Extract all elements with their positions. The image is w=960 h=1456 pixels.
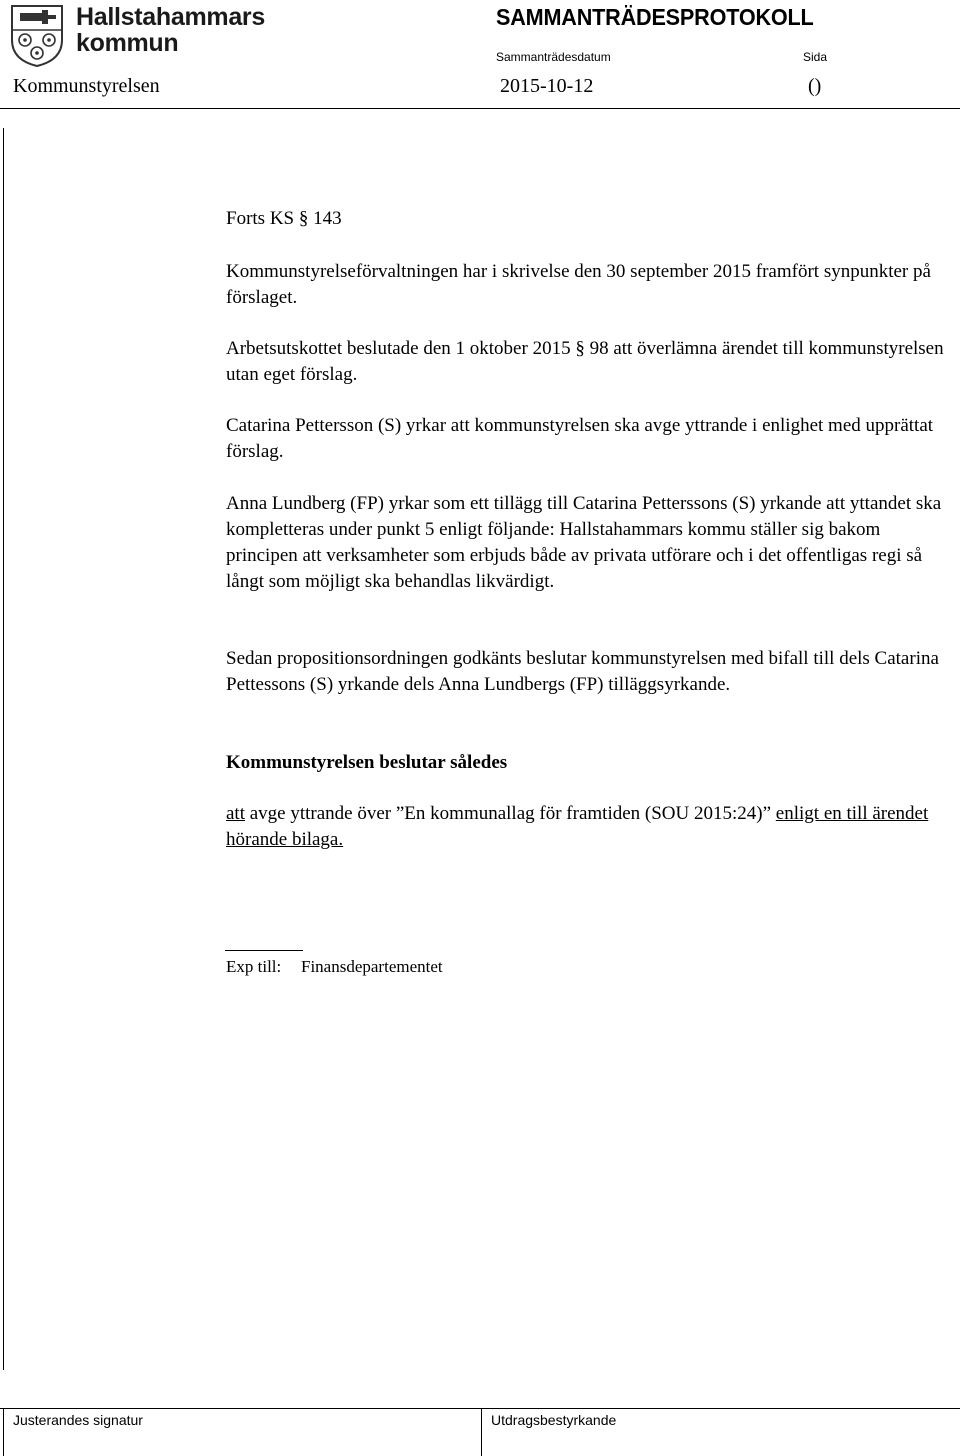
paragraph-administration-statement: Kommunstyrelseförvaltningen har i skrivelse den 30 september 2015 framfört synpunkter på förslaget. (226, 261, 931, 308)
decision-att: att (226, 803, 245, 824)
adjuster-signature-label: Justerandes signatur (13, 1412, 143, 1428)
paragraph-motion-pettersson: Catarina Pettersson (S) yrkar att kommunstyrelsen ska avge yttrande i enlighet med upprättat förslag. (226, 415, 934, 462)
distribution-rule (225, 950, 303, 951)
paragraph-motion-lundberg: Anna Lundberg (FP) yrkar som ett tillägg till Catarina Petterssons (S) yrkande att yttandet ska kompletteras under punkt 5 enligt följande: Hallstahammars kommu ställer sig bakom principen att verksamheter som erbjuds både av privata utförare och i det offentligas regi så långt som möjligt ska behandlas likvärdigt. (226, 493, 942, 592)
paragraph-voting-order: Sedan propositionsordningen godkänts beslutar kommunstyrelsen med bifall till dels Catarina Pettessons (S) yrkande dels Anna Lundbergs (FP) tilläggsyrkande. (226, 648, 939, 695)
org-name-line2: kommun (76, 29, 179, 57)
org-name-line1: Hallstahammars (76, 3, 265, 31)
distribution-recipients: Finansdepartementet (301, 957, 443, 976)
document-type-title: SAMMANTRÄDESPROTOKOLL (496, 4, 814, 30)
body-name: Kommunstyrelsen (13, 75, 160, 97)
decision-heading: Kommunstyrelsen beslutar således (226, 752, 508, 773)
left-margin-line (3, 128, 4, 1370)
header-divider (0, 108, 960, 109)
section-reference: Forts KS § 143 (226, 208, 342, 229)
meeting-date: 2015-10-12 (500, 75, 594, 97)
page-number: () (808, 75, 822, 97)
footer-left-border (3, 1408, 4, 1456)
municipal-coat-of-arms-icon (10, 4, 64, 68)
decision-tail: enligt en till ärendet hörande bilaga. (226, 803, 929, 850)
footer-middle-border (481, 1408, 482, 1456)
meeting-date-label: Sammanträdesdatum (496, 50, 611, 64)
paragraph-working-committee: Arbetsutskottet beslutade den 1 oktober 2015 § 98 att överlämna ärendet till kommunstyrelsen utan eget förslag. (226, 338, 944, 385)
extract-certified-label: Utdragsbestyrkande (491, 1412, 617, 1428)
decision-text (226, 801, 956, 853)
footer-divider (0, 1408, 960, 1409)
decision-body: avge yttrande över ”En kommunallag för framtiden (SOU 2015:24)” (245, 803, 776, 824)
distribution-label: Exp till: (226, 957, 282, 976)
page-label: Sida (803, 50, 828, 64)
